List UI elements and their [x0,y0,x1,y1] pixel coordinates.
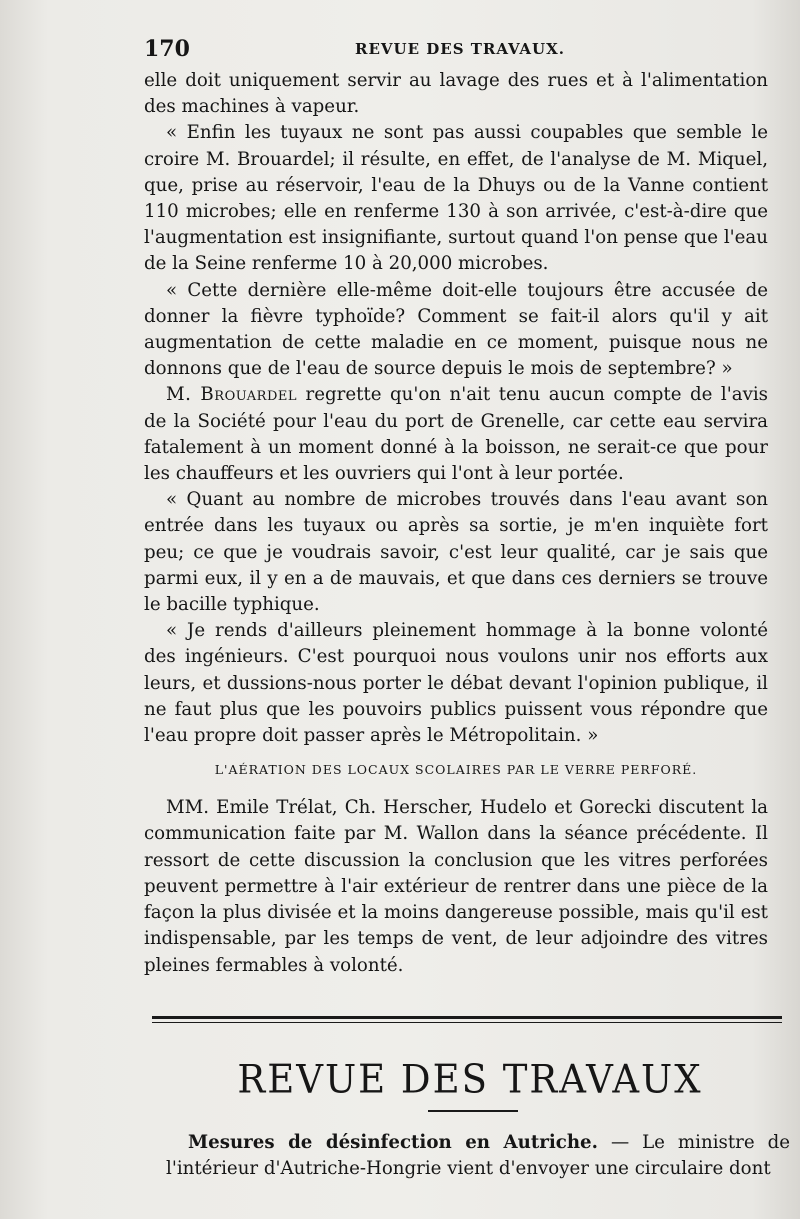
title-underline [428,1110,518,1112]
running-title: REVUE DES TRAVAUX. [355,40,565,58]
section-heading: L'AÉRATION DES LOCAUX SCOLAIRES PAR LE VERRE PERFORÉ. [214,762,698,778]
article-text [166,1130,790,1182]
article-paragraph [166,1130,790,1182]
revue-title: REVUE DES TRAVAUX [237,1056,703,1103]
paragraph-1: elle doit uniquement servir au lavage des rues et à l'alimentation des machines à vapeur. [144,70,768,118]
article-title: Mesures de désinfection en Autriche. [188,1132,598,1153]
speaker-name: M. Brouardel [166,384,298,406]
section-paragraph: MM. Emile Trélat, Ch. Herscher, Hudelo et Gorecki discutent la communication faite par M. Wallon dans la séance précédente. Il ressort de cette discussion la conclusion que les vitres perforées peuvent permettre à l'air extérieur de rentrer dans une pièce de la façon la plus divisée et la moins dangereuse possible, mais qu'il est indispensable, par les temps de vent, de leur adjoindre des vitres pleines fermables à volonté. [144,797,768,976]
paragraph-3: « Cette dernière elle-même doit-elle toujours être accusée de donner la fièvre typhoïde? Comment se fait-il alors qu'il y ait augmentation de cette maladie en ce moment, puisque nous ne donnons que de l'eau de source depuis le mois de septembre? » [144,279,768,380]
body-text [144,68,768,979]
rule-thin [152,1022,782,1023]
paragraph-5: « Quant au nombre de microbes trouvés dans l'eau avant son entrée dans les tuyaux ou après sa sortie, je m'en inquiète fort peu; ce que je voudrais savoir, c'est leur qualité, car je sais que parmi eux, il y en a de mauvais, et que dans ces derniers se trouve le bacille typhique. [144,489,768,616]
rule-thick [152,1016,782,1019]
paragraph-6: « Je rends d'ailleurs pleinement hommage à la bonne volonté des ingénieurs. C'est pourquoi nous voulons unir nos efforts aux leurs, et dussions-nous porter le débat devant l'opinion publique, il ne faut plus que les pouvoirs publics puissent vous répondre que l'eau propre doit passer après le Métropolitain. » [144,620,768,747]
article-body: — Le ministre de l'intérieur d'Autriche-Hongrie vient d'envoyer une circulaire dont [166,1132,790,1180]
paragraph-4-text: regrette qu'on n'ait tenu aucun compte de l'avis de la Société pour l'eau du port de Grenelle, car cette eau servira fatalement à un moment donné à la boisson, ne serait-ce que pour les chauffeurs et les ouvriers qui l'ont à leur portée. [144,384,768,485]
page-number: 170 [144,36,190,62]
page-header [140,28,780,62]
paragraph-4 [144,382,768,487]
double-rule [152,1016,782,1023]
paragraph-2: « Enfin les tuyaux ne sont pas aussi coupables que semble le croire M. Brouardel; il résulte, en effet, de l'analyse de M. Miquel, que, prise au réservoir, l'eau de la Dhuys ou de la Vanne contient 110 microbes; elle en renferme 130 à son arrivée, c'est-à-dire que l'augmentation est insignifiante, surtout quand l'on pense que l'eau de la Seine renferme 10 à 20,000 microbes. [144,122,768,275]
